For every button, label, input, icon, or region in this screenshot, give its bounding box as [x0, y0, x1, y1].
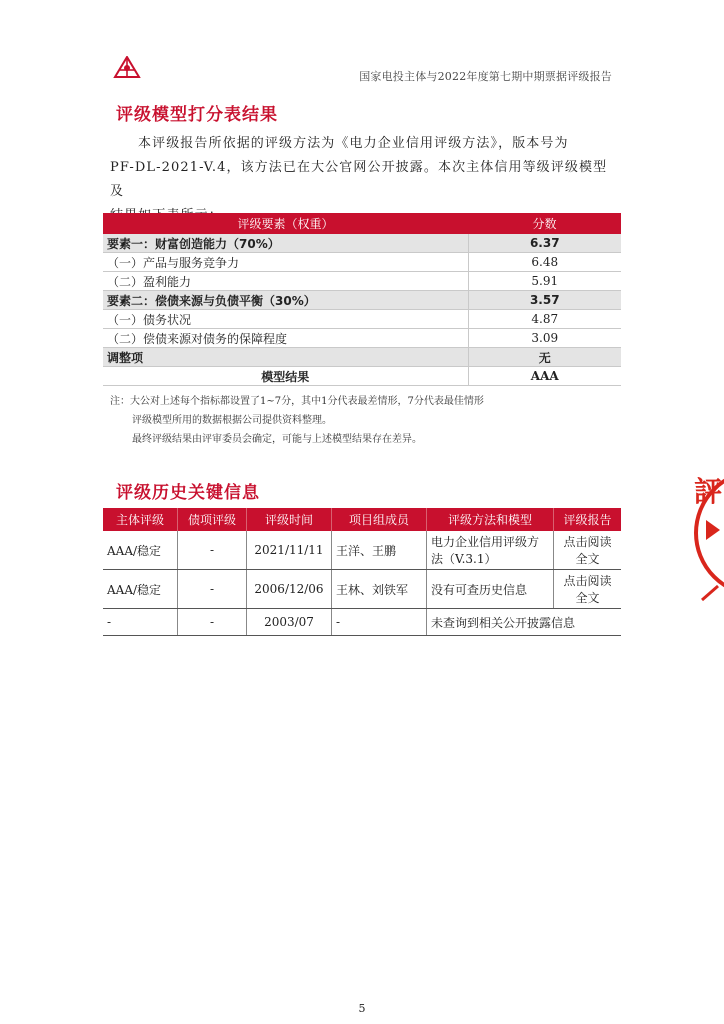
factor-score: 3.57: [468, 291, 621, 310]
factor-score: 5.91: [468, 272, 621, 291]
column-header: 项目组成员: [332, 508, 427, 531]
table-row: [103, 272, 621, 291]
column-header: 主体评级: [103, 508, 178, 531]
rating-method: 未查询到相关公开披露信息: [427, 609, 622, 636]
header-title: 国家电投主体与2022年度第七期中期票据评级报告: [359, 70, 612, 83]
table-row: [103, 609, 621, 636]
factor-score: 3.09: [468, 329, 621, 348]
rating-method: 没有可查历史信息: [427, 570, 554, 609]
issue-rating: -: [178, 531, 247, 570]
factor-label: （二）盈利能力: [103, 272, 468, 291]
table-row: [103, 253, 621, 272]
team-members: 王林、刘铁军: [332, 570, 427, 609]
table-row: [103, 367, 621, 386]
stamp-text: 評: [694, 475, 723, 508]
table-row: [103, 570, 621, 609]
page-number: 5: [358, 1002, 366, 1015]
factor-label: 调整项: [103, 348, 468, 367]
rating-date: 2006/12/06: [247, 570, 332, 609]
table-notes: [110, 392, 484, 449]
factor-label: 要素二：偿债来源与负债平衡（30%）: [103, 291, 468, 310]
issue-rating: -: [178, 570, 247, 609]
factor-label: 模型结果: [103, 367, 468, 386]
intro-line: PF-DL-2021-V.4，该方法已在大公官网公开披露。本次主体信用等级评级模型及: [110, 160, 608, 199]
table-row: [103, 348, 621, 367]
factor-label: （一）债务状况: [103, 310, 468, 329]
column-header: 评级要素（权重）: [103, 213, 468, 234]
report-link[interactable]: 点击阅读全文: [554, 570, 622, 609]
table-row: [103, 291, 621, 310]
factor-score: 4.87: [468, 310, 621, 329]
table-row: [103, 234, 621, 253]
factor-label: （二）偿债来源对债务的保障程度: [103, 329, 468, 348]
table-row: [103, 310, 621, 329]
note-line: 注：大公对上述每个指标都设置了1~7分，其中1分代表最差情形，7分代表最佳情形: [110, 396, 484, 407]
issue-rating: -: [178, 609, 247, 636]
rating-date: 2021/11/11: [247, 531, 332, 570]
factor-label: （一）产品与服务竞争力: [103, 253, 468, 272]
rating-date: 2003/07: [247, 609, 332, 636]
table-row: [103, 531, 621, 570]
issuer-rating: AAA/稳定: [103, 531, 178, 570]
score-table: [103, 213, 621, 386]
intro-line: 本评级报告所依据的评级方法为《电力企业信用评级方法》，版本号为: [138, 136, 569, 151]
column-header: 评级方法和模型: [427, 508, 554, 531]
factor-score: AAA: [468, 367, 621, 386]
column-header: 债项评级: [178, 508, 247, 531]
section-title-model: 评级模型打分表结果: [116, 105, 278, 125]
factor-label: 要素一：财富创造能力（70%）: [103, 234, 468, 253]
team-members: -: [332, 609, 427, 636]
factor-score: 无: [468, 348, 621, 367]
table-row: [103, 329, 621, 348]
note-line: 最终评级结果由评审委员会确定，可能与上述模型结果存在差异。: [132, 434, 422, 445]
company-logo: [112, 56, 142, 78]
history-table: [103, 508, 621, 636]
issuer-rating: AAA/稳定: [103, 570, 178, 609]
team-members: 王洋、王鹏: [332, 531, 427, 570]
report-link[interactable]: 点击阅读全文: [554, 531, 622, 570]
seal-stamp: [688, 458, 724, 608]
issuer-rating: -: [103, 609, 178, 636]
factor-score: 6.37: [468, 234, 621, 253]
column-header: 评级报告: [554, 508, 622, 531]
note-line: 评级模型所用的数据根据公司提供资料整理。: [132, 415, 332, 426]
rating-method: 电力企业信用评级方法（V.3.1）: [427, 531, 554, 570]
column-header: 评级时间: [247, 508, 332, 531]
section-title-history: 评级历史关键信息: [116, 483, 260, 503]
column-header: 分数: [468, 213, 621, 234]
factor-score: 6.48: [468, 253, 621, 272]
